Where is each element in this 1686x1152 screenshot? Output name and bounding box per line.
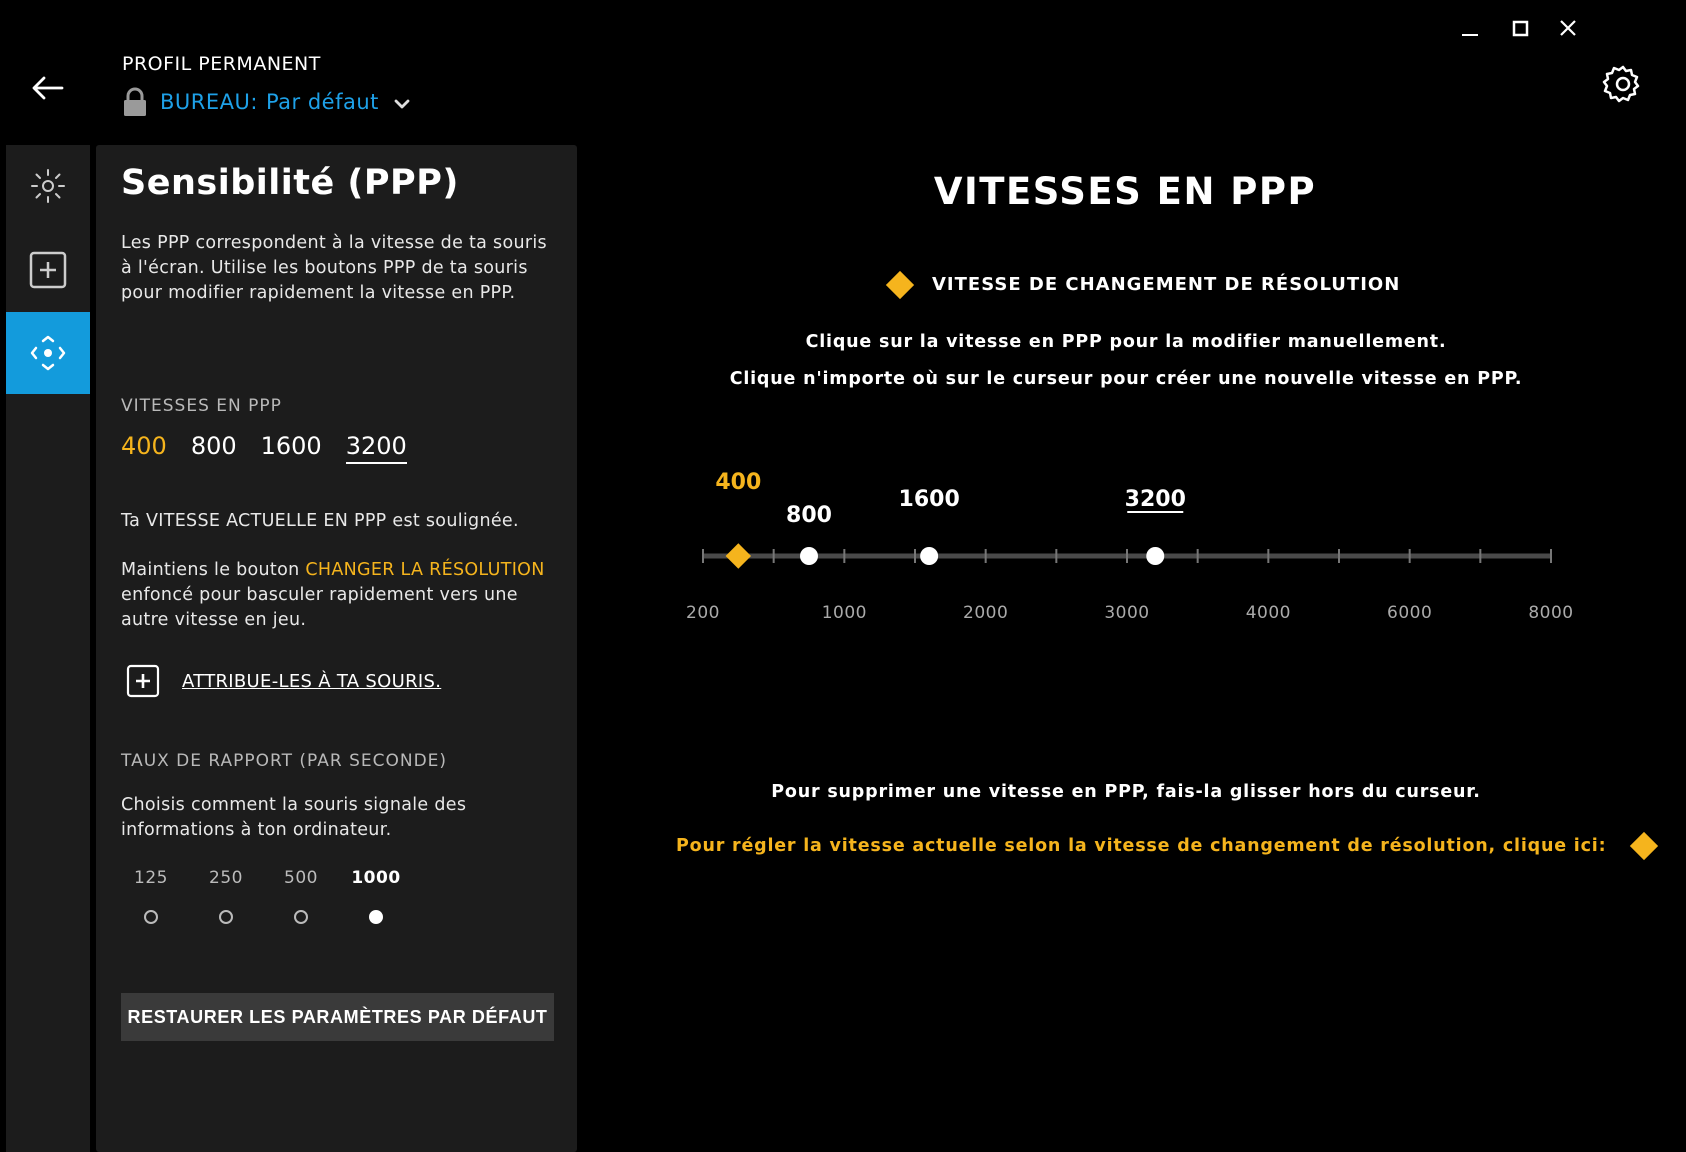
report-rate-label-500: 500 (284, 868, 318, 888)
dpi-point-label-3200[interactable]: 3200 (1124, 487, 1186, 512)
instruction-2: Clique n'importe où sur le curseur pour créer une nouvelle vitesse en PPP. (729, 369, 1523, 389)
back-button[interactable] (28, 68, 68, 108)
slider-scale (686, 603, 1574, 623)
slider-track-group (686, 470, 1574, 623)
shift-legend-label: VITESSE DE CHANGEMENT DE RÉSOLUTION (932, 274, 1401, 295)
report-rate-label-125: 125 (134, 868, 168, 888)
dpi-list (121, 432, 407, 464)
profile-selector[interactable] (122, 84, 411, 120)
report-rate-radio-250[interactable] (219, 910, 233, 924)
add-icon (126, 664, 160, 698)
chevron-down-icon (393, 95, 411, 113)
dpi-point-label-1600[interactable]: 1600 (898, 487, 960, 512)
dpi-value-400[interactable]: 400 (121, 432, 167, 460)
main-title: VITESSES EN PPP (933, 170, 1317, 213)
dpi-handle-1600[interactable] (920, 547, 938, 565)
settings-button[interactable] (1602, 63, 1644, 105)
dpi-point-label-800[interactable]: 800 (786, 503, 832, 528)
assignments-icon (28, 250, 68, 290)
sensitivity-icon (28, 333, 68, 373)
report-rate-radio-500[interactable] (294, 910, 308, 924)
shift-diamond-icon (886, 270, 914, 298)
footer-set-shift-text: Pour régler la vitesse actuelle selon la vitesse de changement de résolution, clique ici: (676, 836, 1607, 856)
assign-link-text[interactable]: ATTRIBUE-LES À TA SOURIS. (182, 670, 442, 692)
dpi-handle-400[interactable] (726, 543, 751, 568)
report-rate-description: Choisis comment la souris signale des informations à ton ordinateur. (121, 795, 467, 840)
dpi-slider[interactable] (660, 470, 1600, 640)
dpi-value-1600[interactable]: 1600 (260, 432, 322, 460)
report-rate-section-label: TAUX DE RAPPORT (PAR SECONDE) (121, 751, 448, 771)
scale-label-4000: 4000 (1245, 603, 1291, 623)
scale-label-3000: 3000 (1104, 603, 1150, 623)
dpi-handle-3200[interactable] (1146, 547, 1164, 565)
panel-description: Les PPP correspondent à la vitesse de ta souris à l'écran. Utilise les boutons PPP de ta souris pour modifier rapidement la vitesse en PPP. (121, 233, 547, 303)
footer-delete-hint: Pour supprimer une vitesse en PPP, fais-la glisser hors du curseur. (771, 782, 1481, 802)
scale-label-200: 200 (686, 603, 720, 623)
scale-label-2000: 2000 (963, 603, 1009, 623)
restore-defaults-button[interactable]: RESTAURER LES PARAMÈTRES PAR DÉFAUT (121, 993, 554, 1041)
shift-note-highlight: CHANGER LA RÉSOLUTION (305, 560, 545, 580)
close-icon (1548, 8, 1588, 48)
shift-note-post: enfoncé pour basculer rapidement vers une autre vitesse en jeu. (121, 585, 518, 630)
back-arrow-icon (28, 68, 68, 108)
dpi-point-label-400[interactable]: 400 (715, 470, 762, 495)
scale-label-6000: 6000 (1387, 603, 1433, 623)
minimize-button[interactable] (1450, 8, 1490, 48)
report-rate-radio-125[interactable] (144, 910, 158, 924)
maximize-icon (1500, 8, 1540, 48)
current-dpi-note: Ta VITESSE ACTUELLE EN PPP est soulignée. (121, 511, 519, 531)
close-button[interactable] (1548, 8, 1588, 48)
nav-lightsync[interactable] (6, 145, 90, 227)
report-rate-radio-1000[interactable] (369, 910, 383, 924)
minimize-icon (1450, 8, 1490, 48)
assign-to-mouse-link[interactable] (126, 664, 441, 698)
dpi-value-3200[interactable]: 3200 (346, 432, 407, 464)
dpi-handle-800[interactable] (800, 547, 818, 565)
shift-legend (890, 274, 1400, 295)
dpi-value-800[interactable]: 800 (190, 432, 237, 460)
nav-sensitivity[interactable] (6, 312, 90, 394)
maximize-button[interactable] (1500, 8, 1540, 48)
profile-label: PROFIL PERMANENT (122, 53, 321, 75)
shift-note-pre: Maintiens le bouton (121, 560, 306, 580)
dpi-section-label: VITESSES EN PPP (121, 396, 282, 416)
scale-label-8000: 8000 (1528, 603, 1574, 623)
instruction-1: Clique sur la vitesse en PPP pour la modifier manuellement. (805, 332, 1447, 352)
report-rate-label-250: 250 (209, 868, 243, 888)
workspace-label: BUREAU: (160, 90, 258, 114)
nav-rail (6, 145, 90, 1152)
scale-label-1000: 1000 (821, 603, 867, 623)
lock-icon (122, 87, 148, 117)
report-rate-label-1000: 1000 (351, 868, 401, 888)
lightsync-icon (28, 166, 68, 206)
panel-title: Sensibilité (PPP) (121, 163, 459, 203)
nav-assignments[interactable] (6, 229, 90, 311)
shift-note (121, 558, 561, 633)
gear-icon (1602, 63, 1644, 105)
profile-name: Par défaut (265, 90, 379, 114)
footer-set-shift-hint (676, 836, 1654, 856)
set-shift-diamond-button[interactable] (1630, 832, 1658, 860)
